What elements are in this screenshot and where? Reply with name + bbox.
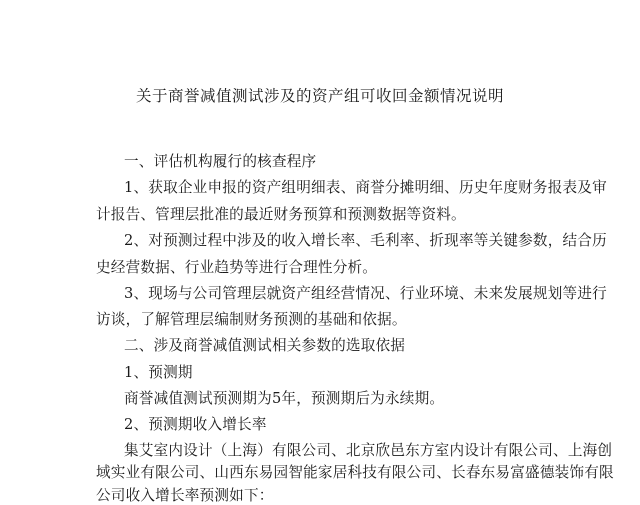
paragraph-line: 1、获取企业申报的资产组明细表、商誉分摊明细、历史年度财务报表及审 [124, 179, 607, 196]
section-heading-1: 一、评估机构履行的核查程序 [124, 153, 317, 170]
paragraph-line: 域实业有限公司、山西东易园智能家居科技有限公司、长春东易富盛德装饰有限 [96, 464, 614, 481]
paragraph-line: 史经营数据、行业趋势等进行合理性分析。 [96, 259, 378, 276]
paragraph-line: 2、对预测过程中涉及的收入增长率、毛利率、折现率等关键参数，结合历 [124, 232, 607, 249]
paragraph-line: 集艾室内设计（上海）有限公司、北京欣邑东方室内设计有限公司、上海创 [124, 442, 613, 459]
paragraph-line: 公司收入增长率预测如下： [96, 487, 274, 504]
subheading: 1、预测期 [124, 364, 193, 381]
paragraph-line: 访谈，了解管理层编制财务预测的基础和依据。 [96, 311, 407, 328]
section-heading-2: 二、涉及商誉减值测试相关参数的选取依据 [124, 337, 406, 354]
document-title: 关于商誉减值测试涉及的资产组可收回金额情况说明 [135, 87, 504, 105]
paragraph-line: 商誉减值测试预测期为5年，预测期后为永续期。 [124, 390, 445, 407]
subheading: 2、预测期收入增长率 [124, 416, 267, 433]
paragraph-line: 计报告、管理层批准的最近财务预算和预测数据等资料。 [96, 206, 466, 223]
paragraph-line: 3、现场与公司管理层就资产组经营情况、行业环境、未来发展规划等进行 [124, 285, 607, 302]
